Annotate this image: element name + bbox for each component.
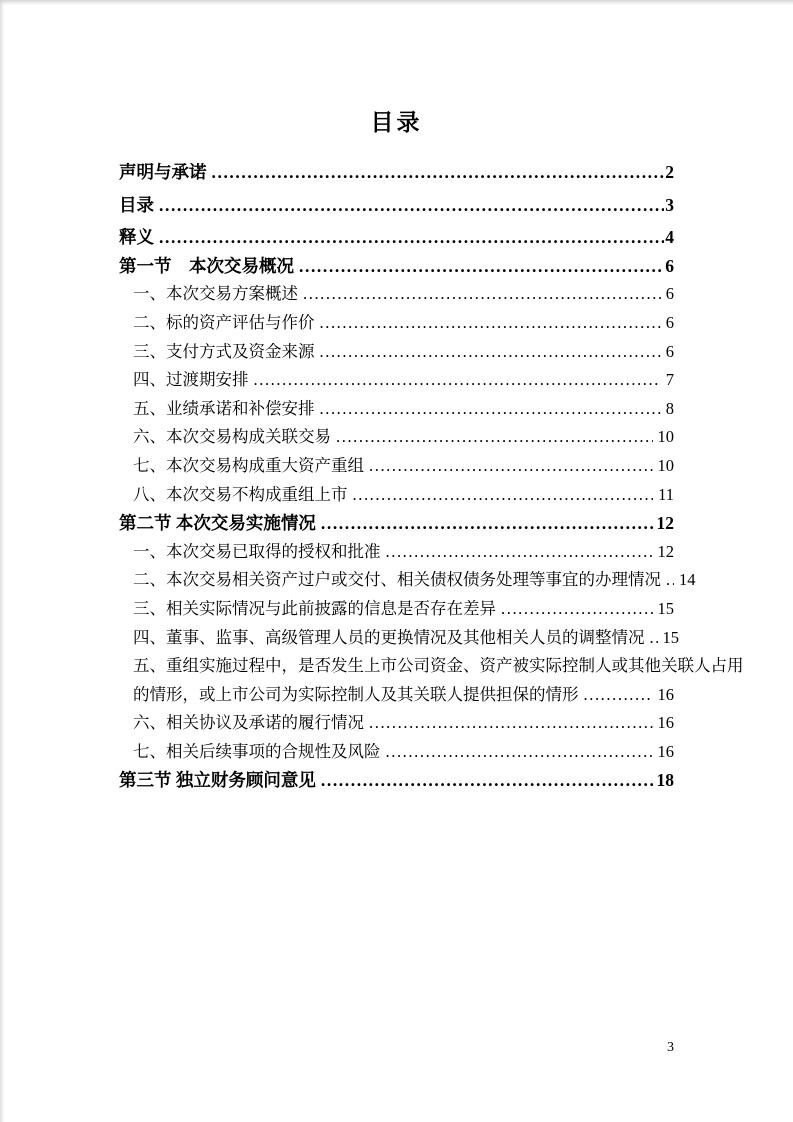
toc-dot-leader xyxy=(369,452,653,481)
toc-page-number: 10 xyxy=(657,427,674,447)
toc-dot-leader xyxy=(254,366,661,395)
toc-page-number: 10 xyxy=(657,455,674,475)
toc-page-number: 18 xyxy=(656,770,674,791)
toc-page-number: 16 xyxy=(657,741,674,761)
toc-dot-leader xyxy=(320,338,661,367)
toc-entry-s1-item1[interactable] xyxy=(119,280,674,309)
toc-page-number: 15 xyxy=(657,598,674,618)
toc-dot-leader xyxy=(501,595,653,624)
toc-entry-contents[interactable] xyxy=(119,191,674,220)
toc-entry-s2-item2[interactable] xyxy=(119,566,696,595)
toc-entry-s1-item7[interactable] xyxy=(119,452,674,481)
toc-dot-leader xyxy=(369,709,653,738)
toc-entry-label-line1: 五、重组实施过程中，是否发生上市公司资金、资产被实际控制人或其他关联人占用 xyxy=(133,656,744,676)
toc-page-number: 6 xyxy=(665,255,674,276)
toc-page-number: 14 xyxy=(679,570,696,590)
toc-entry-label: 二、本次交易相关资产过户或交付、相关债权债务处理等事宜的办理情况 xyxy=(133,570,661,590)
toc-dot-leader xyxy=(159,191,664,220)
toc-entry-definitions[interactable] xyxy=(119,223,674,252)
toc-entry-section2[interactable] xyxy=(119,509,674,538)
toc-entry-label: 五、业绩承诺和补偿安排 xyxy=(133,398,315,418)
toc-entry-label: 声明与承诺 xyxy=(119,162,207,182)
toc-content xyxy=(119,106,744,795)
toc-page-number: 6 xyxy=(665,341,674,361)
toc-entry-s1-item4[interactable] xyxy=(119,366,674,395)
toc-dot-leader xyxy=(666,566,674,595)
toc-page-number: 16 xyxy=(657,684,674,704)
toc-entry-declarations[interactable] xyxy=(119,158,674,187)
toc-dot-leader xyxy=(386,738,653,767)
toc-entry-label: 四、董事、监事、高级管理人员的更换情况及其他相关人员的调整情况 xyxy=(133,627,645,647)
toc-entry-s2-item4[interactable] xyxy=(119,624,679,653)
toc-entry-label: 六、相关协议及承诺的履行情况 xyxy=(133,713,364,733)
toc-entry-label-line2: 的情形，或上市公司为实际控制人及其关联人提供担保的情形 xyxy=(133,684,579,704)
toc-entry-label: 一、本次交易方案概述 xyxy=(133,284,298,304)
toc-entry-s1-item5[interactable] xyxy=(119,395,674,424)
toc-page-number: 16 xyxy=(657,713,674,733)
toc-page-number: 2 xyxy=(665,162,674,182)
toc-dot-leader xyxy=(650,624,658,653)
toc-entry-label: 六、本次交易构成关联交易 xyxy=(133,427,331,447)
toc-dot-leader xyxy=(584,681,653,710)
toc-page-number: 8 xyxy=(665,398,674,418)
toc-entry-s2-item6[interactable] xyxy=(119,709,674,738)
toc-entry-label: 第二节 本次交易实施情况 xyxy=(119,513,316,534)
toc-entry-s2-item7[interactable] xyxy=(119,738,674,767)
toc-entry-s1-item6[interactable] xyxy=(119,423,674,452)
toc-page-number: 12 xyxy=(657,541,674,561)
toc-page-number: 6 xyxy=(665,312,674,332)
toc-dot-leader xyxy=(336,423,653,452)
toc-entry-s1-item3[interactable] xyxy=(119,338,674,367)
toc-entry-s1-item2[interactable] xyxy=(119,309,674,338)
toc-entry-s2-item3[interactable] xyxy=(119,595,674,624)
toc-entry-label: 第三节 独立财务顾问意见 xyxy=(119,770,316,791)
toc-entry-label: 三、相关实际情况与此前披露的信息是否存在差异 xyxy=(133,598,496,618)
toc-page-number: 15 xyxy=(662,627,679,647)
toc-entry-s2-item5[interactable] xyxy=(119,652,744,709)
toc-page-number: 11 xyxy=(658,484,674,504)
toc-dot-leader xyxy=(321,766,656,795)
toc-dot-leader xyxy=(320,395,661,424)
toc-entry-section3[interactable] xyxy=(119,766,674,795)
toc-dot-leader xyxy=(299,252,664,281)
toc-entry-label: 目录 xyxy=(119,194,154,215)
toc-entry-label: 三、支付方式及资金来源 xyxy=(133,341,315,361)
toc-entry-label: 七、本次交易构成重大资产重组 xyxy=(133,455,364,475)
toc-entry-label: 第一节 本次交易概况 xyxy=(119,255,294,276)
footer-page-number: 3 xyxy=(667,1040,674,1055)
toc-page-number: 7 xyxy=(665,370,674,390)
toc-entry-label: 四、过渡期安排 xyxy=(133,370,249,390)
toc-page-number: 6 xyxy=(665,284,674,304)
toc-page-number: 12 xyxy=(656,513,674,534)
toc-entry-s1-item8[interactable] xyxy=(119,481,674,510)
toc-dot-leader xyxy=(320,309,661,338)
toc-dot-leader xyxy=(321,509,656,538)
toc-dot-leader xyxy=(159,223,664,252)
toc-entry-s2-item1[interactable] xyxy=(119,538,674,567)
toc-dot-leader xyxy=(386,538,653,567)
toc-entry-label: 释义 xyxy=(119,227,154,248)
page-title: 目录 xyxy=(370,110,423,135)
toc-dot-leader xyxy=(303,280,661,309)
toc-page-number: 3 xyxy=(665,194,674,215)
toc-entry-section1[interactable] xyxy=(119,252,674,281)
toc-page-number: 4 xyxy=(665,227,674,248)
toc-list xyxy=(119,158,744,795)
toc-entry-label: 八、本次交易不构成重组上市 xyxy=(133,484,348,504)
toc-entry-label: 七、相关后续事项的合规性及风险 xyxy=(133,741,381,761)
toc-entry-label: 二、标的资产评估与作价 xyxy=(133,312,315,332)
toc-dot-leader xyxy=(353,481,654,510)
toc-dot-leader xyxy=(212,158,665,187)
toc-entry-label: 一、本次交易已取得的授权和批准 xyxy=(133,541,381,561)
